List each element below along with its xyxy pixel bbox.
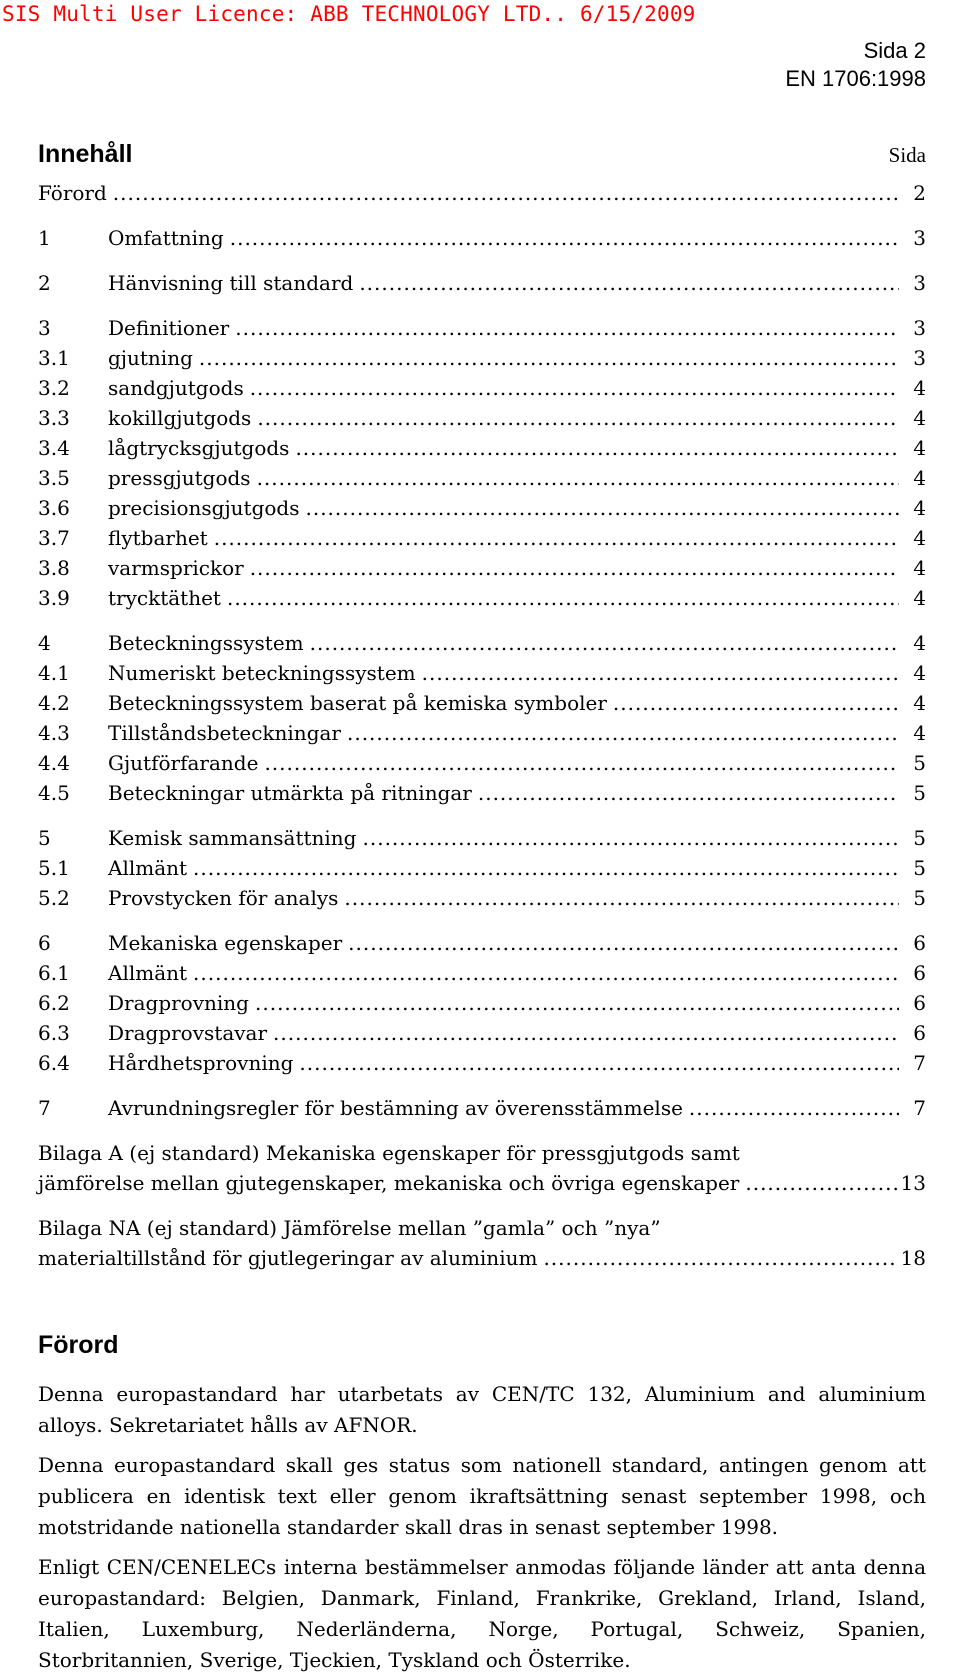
toc-leader bbox=[235, 313, 899, 343]
toc-entry-number: 6.3 bbox=[38, 1021, 70, 1045]
toc-entry-title: Beteckningar utmärkta på ritningar bbox=[108, 781, 472, 805]
toc-entry-title: sandgjutgods bbox=[108, 376, 244, 400]
toc-entry[interactable] bbox=[38, 658, 926, 688]
toc-entry[interactable] bbox=[38, 718, 926, 748]
toc-entry-page: 6 bbox=[913, 1021, 926, 1045]
toc-entry-page: 6 bbox=[913, 961, 926, 985]
forord-heading: Förord bbox=[38, 1331, 119, 1359]
toc-entry-title: Dragprovstavar bbox=[108, 1021, 268, 1045]
toc-entry-page: 6 bbox=[913, 991, 926, 1015]
toc-leader bbox=[250, 553, 899, 583]
toc-entry-number: 3.7 bbox=[38, 526, 70, 550]
toc-entry-page: 4 bbox=[913, 436, 926, 460]
toc-entry-title: trycktäthet bbox=[108, 586, 221, 610]
toc-leader bbox=[295, 433, 899, 463]
toc-entry-title: Dragprovning bbox=[108, 991, 249, 1015]
toc-entry[interactable] bbox=[38, 958, 926, 988]
toc-entry-page: 3 bbox=[913, 346, 926, 370]
toc-entry-number: 3.2 bbox=[38, 376, 70, 400]
toc-entry-number: 3.6 bbox=[38, 496, 70, 520]
toc-annex-a-line2[interactable] bbox=[38, 1168, 926, 1198]
toc-leader bbox=[193, 958, 899, 988]
toc-entry-number: 5.1 bbox=[38, 856, 70, 880]
toc-leader bbox=[199, 343, 899, 373]
toc-entry-number: 4 bbox=[38, 631, 51, 655]
toc-entry-page: 4 bbox=[913, 691, 926, 715]
toc-entry-number: 1 bbox=[38, 226, 51, 250]
toc-entry-page: 7 bbox=[913, 1051, 926, 1075]
forord-paragraph: Enligt CEN/CENELECs interna bestämmelser anmodas följande länder att anta denna europastandard: Belgien, Danmark, Finland, Frankrike, Grekland, Irland, Island, Italien, Luxemburg, Nederländerna, Norge, Portugal, Schweiz, Spanien, Storbritannien, Sverige, Tjeckien, Tyskland och Österrike. bbox=[38, 1555, 926, 1672]
toc-entry-page: 4 bbox=[913, 466, 926, 490]
toc-entry-title: precisionsgjutgods bbox=[108, 496, 300, 520]
toc-entry[interactable] bbox=[38, 883, 926, 913]
toc-entry-number: 2 bbox=[38, 271, 51, 295]
toc-entry[interactable] bbox=[38, 988, 926, 1018]
toc-entry-number: 3.9 bbox=[38, 586, 70, 610]
toc-entry[interactable] bbox=[38, 313, 926, 343]
toc-entry-page: 7 bbox=[913, 1096, 926, 1120]
toc-entry-title: varmsprickor bbox=[108, 556, 244, 580]
toc-entry[interactable] bbox=[38, 748, 926, 778]
toc-entry-title: Kemisk sammansättning bbox=[108, 826, 357, 850]
toc-entry[interactable] bbox=[38, 823, 926, 853]
toc-entry-title: Mekaniska egenskaper bbox=[108, 931, 343, 955]
toc-leader bbox=[255, 988, 899, 1018]
forord-paragraph: Denna europastandard skall ges status som nationell standard, antingen genom att publicera en identisk text eller genom ikraftsättning senast september 1998, och motstridande nationella standarder skall dras in senast september 1998. bbox=[38, 1453, 926, 1539]
toc-leader bbox=[193, 853, 899, 883]
toc-entry-title: pressgjutgods bbox=[108, 466, 251, 490]
toc-entry-page: 5 bbox=[913, 781, 926, 805]
toc-entry-title: Numeriskt beteckningssystem bbox=[108, 661, 416, 685]
toc-entry[interactable] bbox=[38, 178, 926, 208]
toc-leader bbox=[422, 658, 899, 688]
licence-watermark: SIS Multi User Licence: ABB TECHNOLOGY LTD.. 6/15/2009 bbox=[2, 2, 696, 26]
toc-entry-number: 4.2 bbox=[38, 691, 70, 715]
toc-entry-page: 5 bbox=[913, 886, 926, 910]
toc-entry[interactable] bbox=[38, 583, 926, 613]
toc-entry-number: 7 bbox=[38, 1096, 51, 1120]
toc-entry[interactable] bbox=[38, 268, 926, 298]
toc-entry-page: 4 bbox=[913, 496, 926, 520]
toc-entry-page: 4 bbox=[913, 556, 926, 580]
toc-entry-title: Provstycken för analys bbox=[108, 886, 339, 910]
toc-leader bbox=[273, 1018, 899, 1048]
toc-entry-number: 6.2 bbox=[38, 991, 70, 1015]
toc-annex-na-line2[interactable] bbox=[38, 1243, 926, 1273]
toc-entry[interactable] bbox=[38, 928, 926, 958]
toc-entry-title: Hänvisning till standard bbox=[108, 271, 354, 295]
toc-annex-a-line1[interactable] bbox=[38, 1138, 926, 1168]
toc-entry-page: 6 bbox=[913, 931, 926, 955]
standard-id: EN 1706:1998 bbox=[785, 66, 926, 91]
toc-leader bbox=[305, 493, 899, 523]
toc-leader bbox=[227, 583, 899, 613]
toc-entry-page: 4 bbox=[913, 631, 926, 655]
toc-leader bbox=[348, 928, 899, 958]
toc-entry[interactable] bbox=[38, 553, 926, 583]
toc-entry-page: 5 bbox=[913, 826, 926, 850]
toc-page-column-label: Sida bbox=[888, 143, 926, 167]
page-number: Sida 2 bbox=[863, 38, 926, 63]
toc-entry[interactable] bbox=[38, 1093, 926, 1123]
toc-leader bbox=[359, 268, 899, 298]
toc-entry-title: Gjutförfarande bbox=[108, 751, 259, 775]
toc-entry-number: 5 bbox=[38, 826, 51, 850]
toc-leader bbox=[347, 718, 899, 748]
toc-entry-page: 3 bbox=[913, 271, 926, 295]
toc-entry-title: Allmänt bbox=[108, 856, 188, 880]
toc-entry-title: Omfattning bbox=[108, 226, 224, 250]
toc-leader bbox=[250, 373, 899, 403]
toc-entry-number: 4.1 bbox=[38, 661, 70, 685]
toc-entry[interactable] bbox=[38, 778, 926, 808]
toc-entry-title: gjutning bbox=[108, 346, 193, 370]
toc-entry-title: Bilaga NA (ej standard) Jämförelse mellan ”gamla” och ”nya” bbox=[38, 1216, 661, 1240]
toc-entry-title: Förord bbox=[38, 181, 107, 205]
toc-entry[interactable] bbox=[38, 628, 926, 658]
toc-leader bbox=[613, 688, 899, 718]
toc-entry-number: 6.1 bbox=[38, 961, 70, 985]
toc-leader bbox=[230, 223, 899, 253]
toc-leader bbox=[543, 1243, 897, 1273]
toc-entry-number: 3.5 bbox=[38, 466, 70, 490]
toc-entry-title: Hårdhetsprovning bbox=[108, 1051, 294, 1075]
toc-entry-title: Avrundningsregler för bestämning av överensstämmelse bbox=[108, 1096, 683, 1120]
toc-entry-number: 4.4 bbox=[38, 751, 70, 775]
toc-leader bbox=[264, 748, 899, 778]
toc-entry-page: 4 bbox=[913, 721, 926, 745]
toc-entry-number: 5.2 bbox=[38, 886, 70, 910]
toc-entry-number: 3 bbox=[38, 316, 51, 340]
toc-entry-page: 2 bbox=[913, 181, 926, 205]
toc-entry-title: kokillgjutgods bbox=[108, 406, 252, 430]
toc-leader bbox=[257, 403, 899, 433]
toc-entry-page: 3 bbox=[913, 226, 926, 250]
toc-entry-number: 6.4 bbox=[38, 1051, 70, 1075]
toc-entry-page: 4 bbox=[913, 406, 926, 430]
toc-leader bbox=[299, 1048, 899, 1078]
toc-heading: Innehåll bbox=[38, 140, 133, 168]
toc-header bbox=[38, 140, 926, 169]
toc-leader bbox=[363, 823, 900, 853]
toc-entry-title: jämförelse mellan gjutegenskaper, mekaniska och övriga egenskaper bbox=[38, 1171, 740, 1195]
toc-entry-title: Tillståndsbeteckningar bbox=[108, 721, 341, 745]
toc-entry-page: 3 bbox=[913, 316, 926, 340]
toc-entry[interactable] bbox=[38, 373, 926, 403]
toc-entry-number: 3.3 bbox=[38, 406, 70, 430]
toc-entry-number: 4.3 bbox=[38, 721, 70, 745]
toc-entry[interactable] bbox=[38, 493, 926, 523]
toc-entry[interactable] bbox=[38, 433, 926, 463]
toc-entry-page: 4 bbox=[913, 586, 926, 610]
toc-entry-page: 18 bbox=[900, 1246, 926, 1270]
toc-annex-na-line1[interactable] bbox=[38, 1213, 926, 1243]
toc-entry-number: 3.4 bbox=[38, 436, 70, 460]
toc-entry-title: Beteckningssystem baserat på kemiska symboler bbox=[108, 691, 607, 715]
toc-entry[interactable] bbox=[38, 523, 926, 553]
toc-entry-page: 13 bbox=[900, 1171, 926, 1195]
toc-entry-number: 3.8 bbox=[38, 556, 70, 580]
toc-leader bbox=[689, 1093, 899, 1123]
toc-entry-title: lågtrycksgjutgods bbox=[108, 436, 290, 460]
toc-entry-page: 4 bbox=[913, 661, 926, 685]
toc-entry-title: materialtillstånd för gjutlegeringar av aluminium bbox=[38, 1246, 538, 1270]
toc-entry[interactable] bbox=[38, 343, 926, 373]
toc-entry-title: Bilaga A (ej standard) Mekaniska egenskaper för pressgjutgods samt bbox=[38, 1141, 740, 1165]
toc-entry[interactable] bbox=[38, 688, 926, 718]
toc-entry-number: 6 bbox=[38, 931, 51, 955]
toc-leader bbox=[344, 883, 899, 913]
toc-entry[interactable] bbox=[38, 403, 926, 433]
toc-entry-title: flytbarhet bbox=[108, 526, 208, 550]
toc-leader bbox=[113, 178, 899, 208]
toc-leader bbox=[214, 523, 899, 553]
toc-entry-title: Allmänt bbox=[108, 961, 188, 985]
toc-entry-page: 5 bbox=[913, 751, 926, 775]
toc-entry[interactable] bbox=[38, 1018, 926, 1048]
toc-leader bbox=[478, 778, 899, 808]
forord-paragraph: Denna europastandard har utarbetats av CEN/TC 132, Aluminium and aluminium alloys. Sekretariatet hålls av AFNOR. bbox=[38, 1382, 926, 1437]
toc-entry-title: Beteckningssystem bbox=[108, 631, 304, 655]
toc-leader bbox=[257, 463, 899, 493]
table-of-contents bbox=[38, 178, 926, 1273]
toc-entry-number: 3.1 bbox=[38, 346, 70, 370]
toc-entry-page: 4 bbox=[913, 376, 926, 400]
toc-entry[interactable] bbox=[38, 463, 926, 493]
toc-leader bbox=[745, 1168, 897, 1198]
toc-entry-page: 4 bbox=[913, 526, 926, 550]
toc-entry[interactable] bbox=[38, 853, 926, 883]
toc-entry-page: 5 bbox=[913, 856, 926, 880]
toc-entry[interactable] bbox=[38, 223, 926, 253]
toc-entry[interactable] bbox=[38, 1048, 926, 1078]
toc-entry-number: 4.5 bbox=[38, 781, 70, 805]
toc-entry-title: Definitioner bbox=[108, 316, 230, 340]
toc-leader bbox=[310, 628, 899, 658]
